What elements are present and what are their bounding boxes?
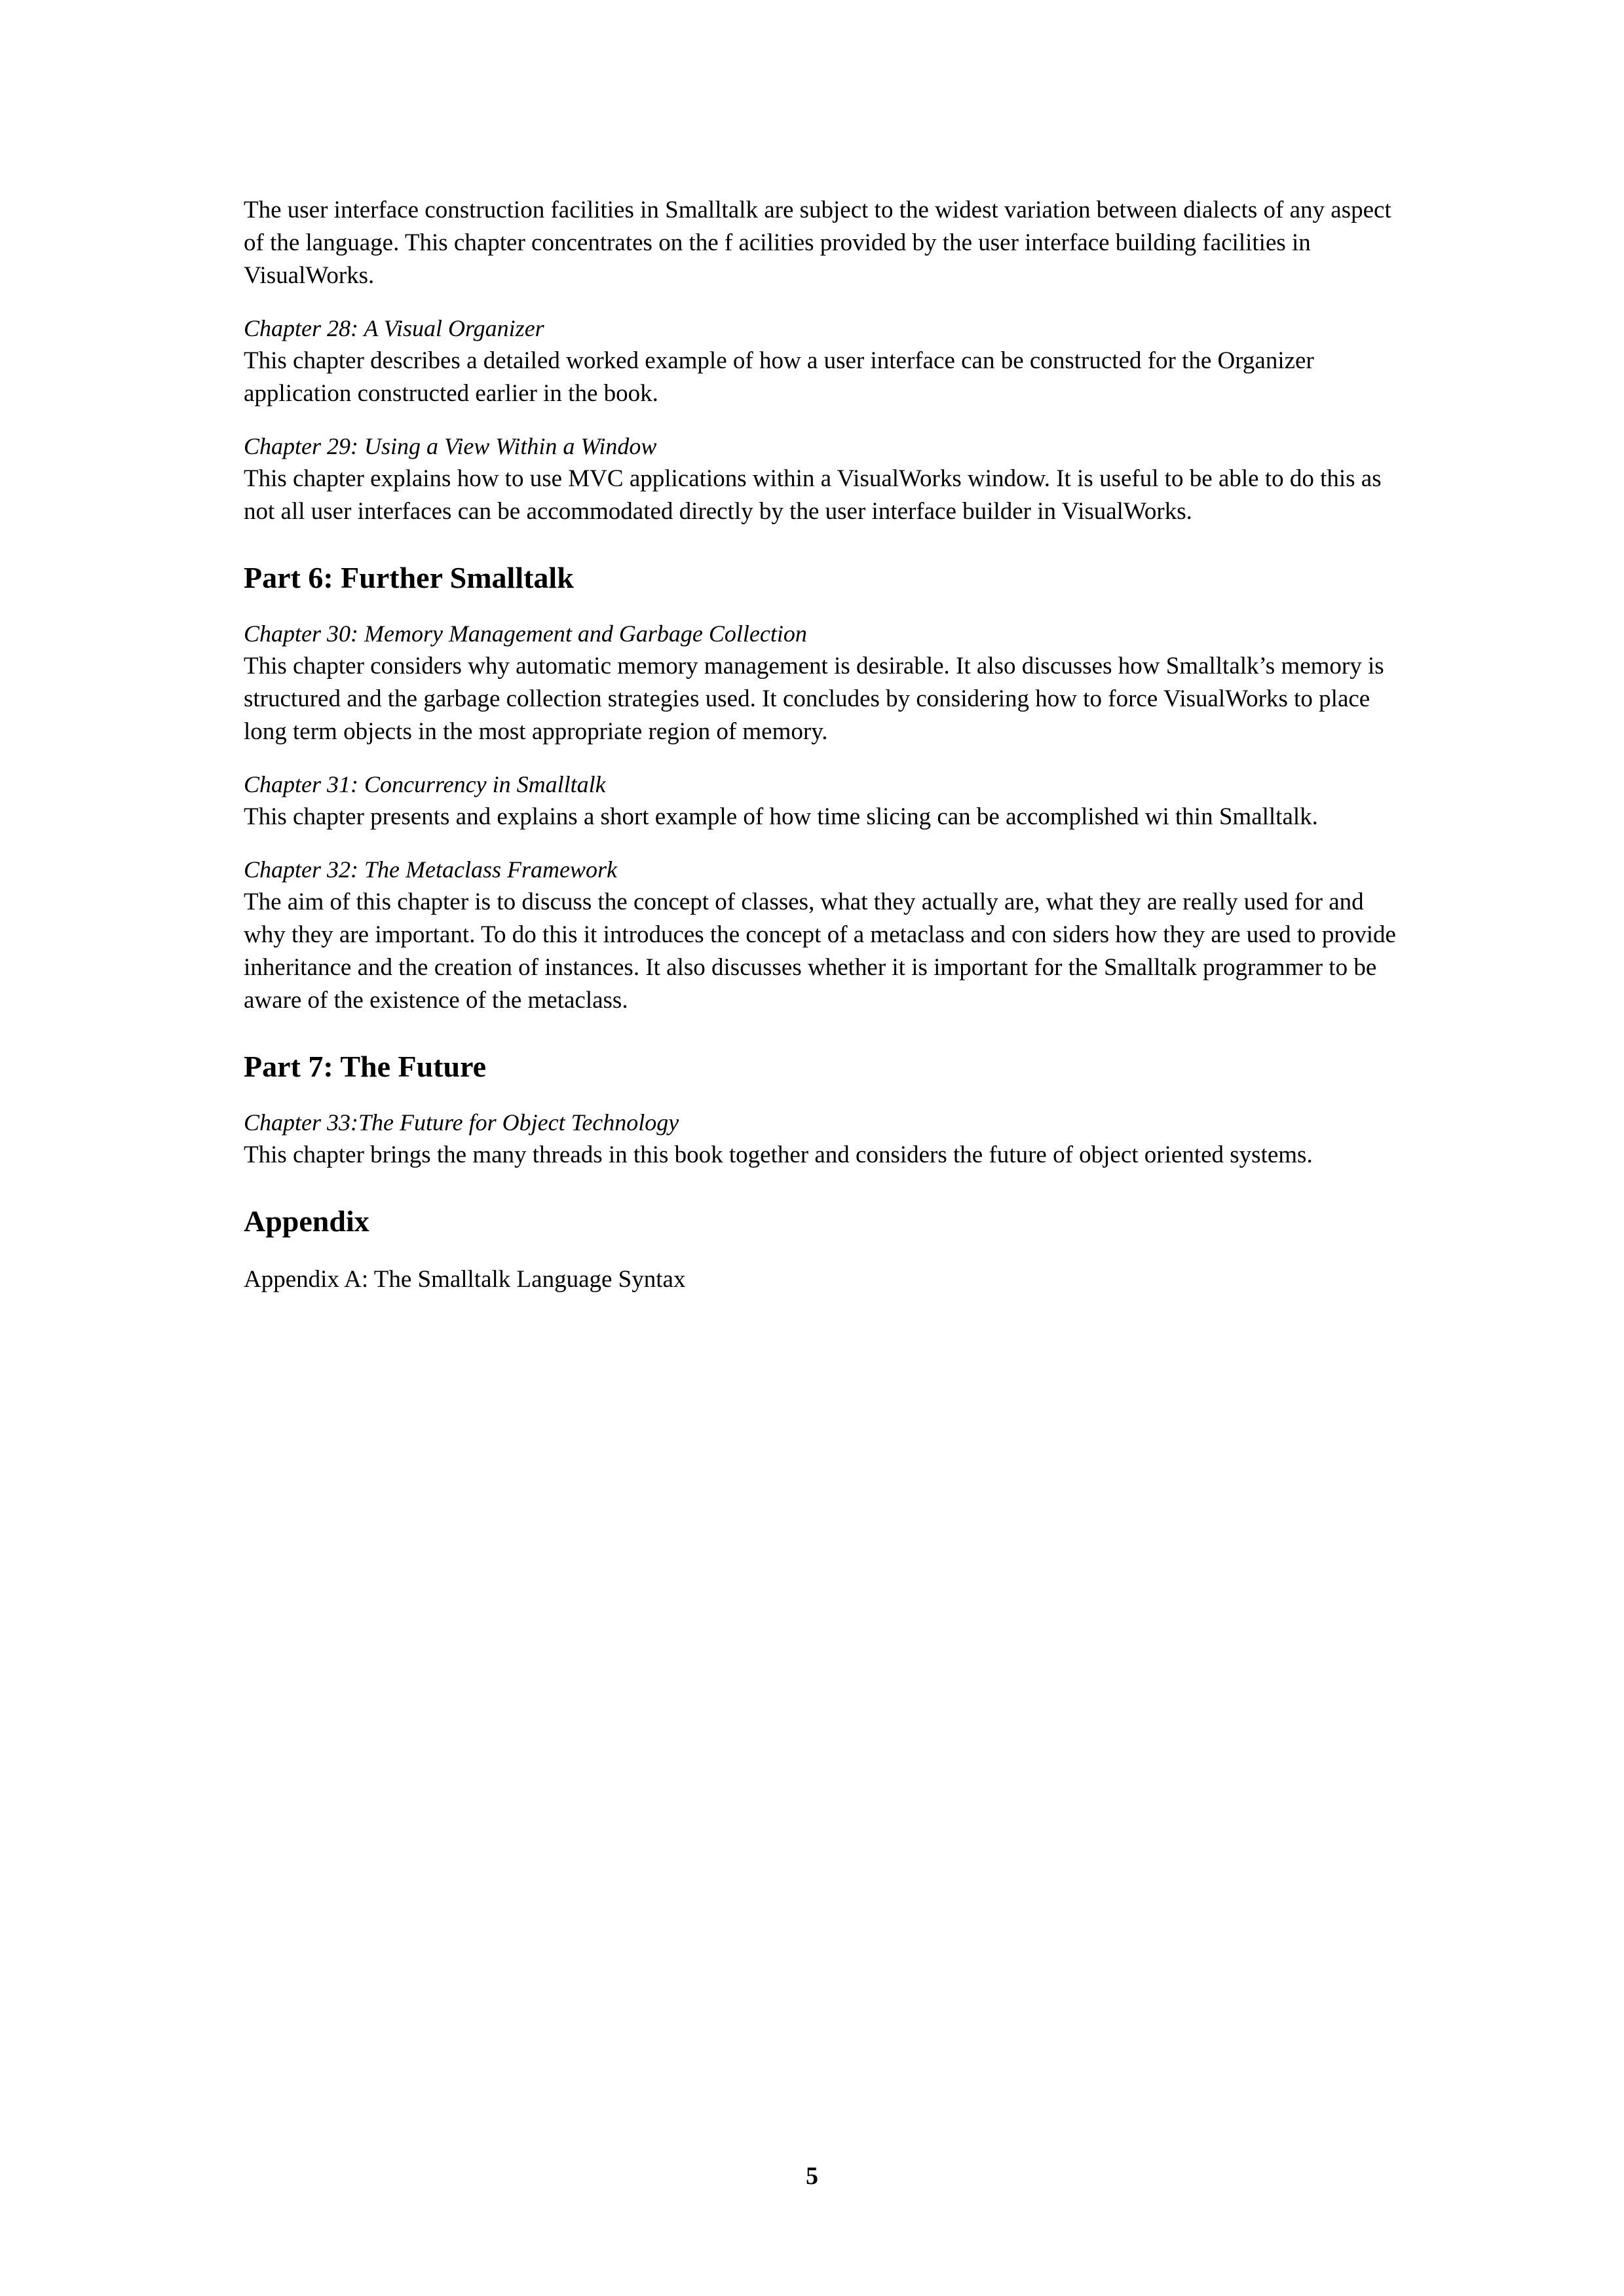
chapter-entry-28 [244,312,1397,410]
appendix-item: Appendix A: The Smalltalk Language Syntax [244,1266,686,1293]
page-content [244,194,1397,1296]
chapter-entry-33 [244,1106,1397,1172]
chapter-description: The aim of this chapter is to discuss the concept of classes, what they actually are, what they are really used for and why they are important. To do this it introduces the concept of a metaclass and con siders how they are used to provide inheritance and the creation of instances. It also discusses whether it is important for the Smalltalk programmer to be aware of the existence of the metaclass. [244,889,1396,1014]
chapter-title: Chapter 28: A Visual Organizer [244,315,544,341]
chapter-description: This chapter considers why automatic memory management is desirable. It also discusses how Smalltalk’s memory is structured and the garbage collection strategies used. It concludes by considering how to force VisualWorks to place long term objects in the most appropriate region of memory. [244,653,1384,745]
chapter-title: Chapter 31: Concurrency in Smalltalk [244,771,606,797]
part-7-heading: Part 7: The Future [244,1050,487,1083]
part-6-heading: Part 6: Further Smalltalk [244,561,574,594]
chapter-entry-32 [244,853,1397,1017]
page-number: 5 [806,2162,818,2190]
chapter-description: This chapter describes a detailed worked example of how a user interface can be constructed for the Organizer application constructed earlier in the book. [244,347,1314,407]
chapter-description: This chapter presents and explains a short example of how time slicing can be accomplished wi thin Smalltalk. [244,803,1318,830]
chapter-entry-31 [244,768,1397,833]
chapter-entry-29 [244,430,1397,528]
chapter-description: This chapter explains how to use MVC applications within a VisualWorks window. It is useful to be able to do this as not all user interfaces can be accommodated directly by the user interface builder in VisualWorks. [244,465,1382,525]
chapter-entry-30 [244,617,1397,748]
intro-paragraph: The user interface construction facilities in Smalltalk are subject to the widest variation between dialects of any aspect of the language. This chapter concentrates on the f acilities provided by the user interface building facilities in VisualWorks. [244,197,1391,289]
chapter-title: Chapter 33:The Future for Object Technology [244,1109,679,1136]
chapter-title: Chapter 30: Memory Management and Garbage Collection [244,621,807,647]
chapter-title: Chapter 29: Using a View Within a Window [244,433,657,459]
chapter-description: This chapter brings the many threads in this book together and considers the future of object oriented systems. [244,1141,1313,1168]
appendix-heading: Appendix [244,1204,369,1238]
chapter-title: Chapter 32: The Metaclass Framework [244,856,617,883]
